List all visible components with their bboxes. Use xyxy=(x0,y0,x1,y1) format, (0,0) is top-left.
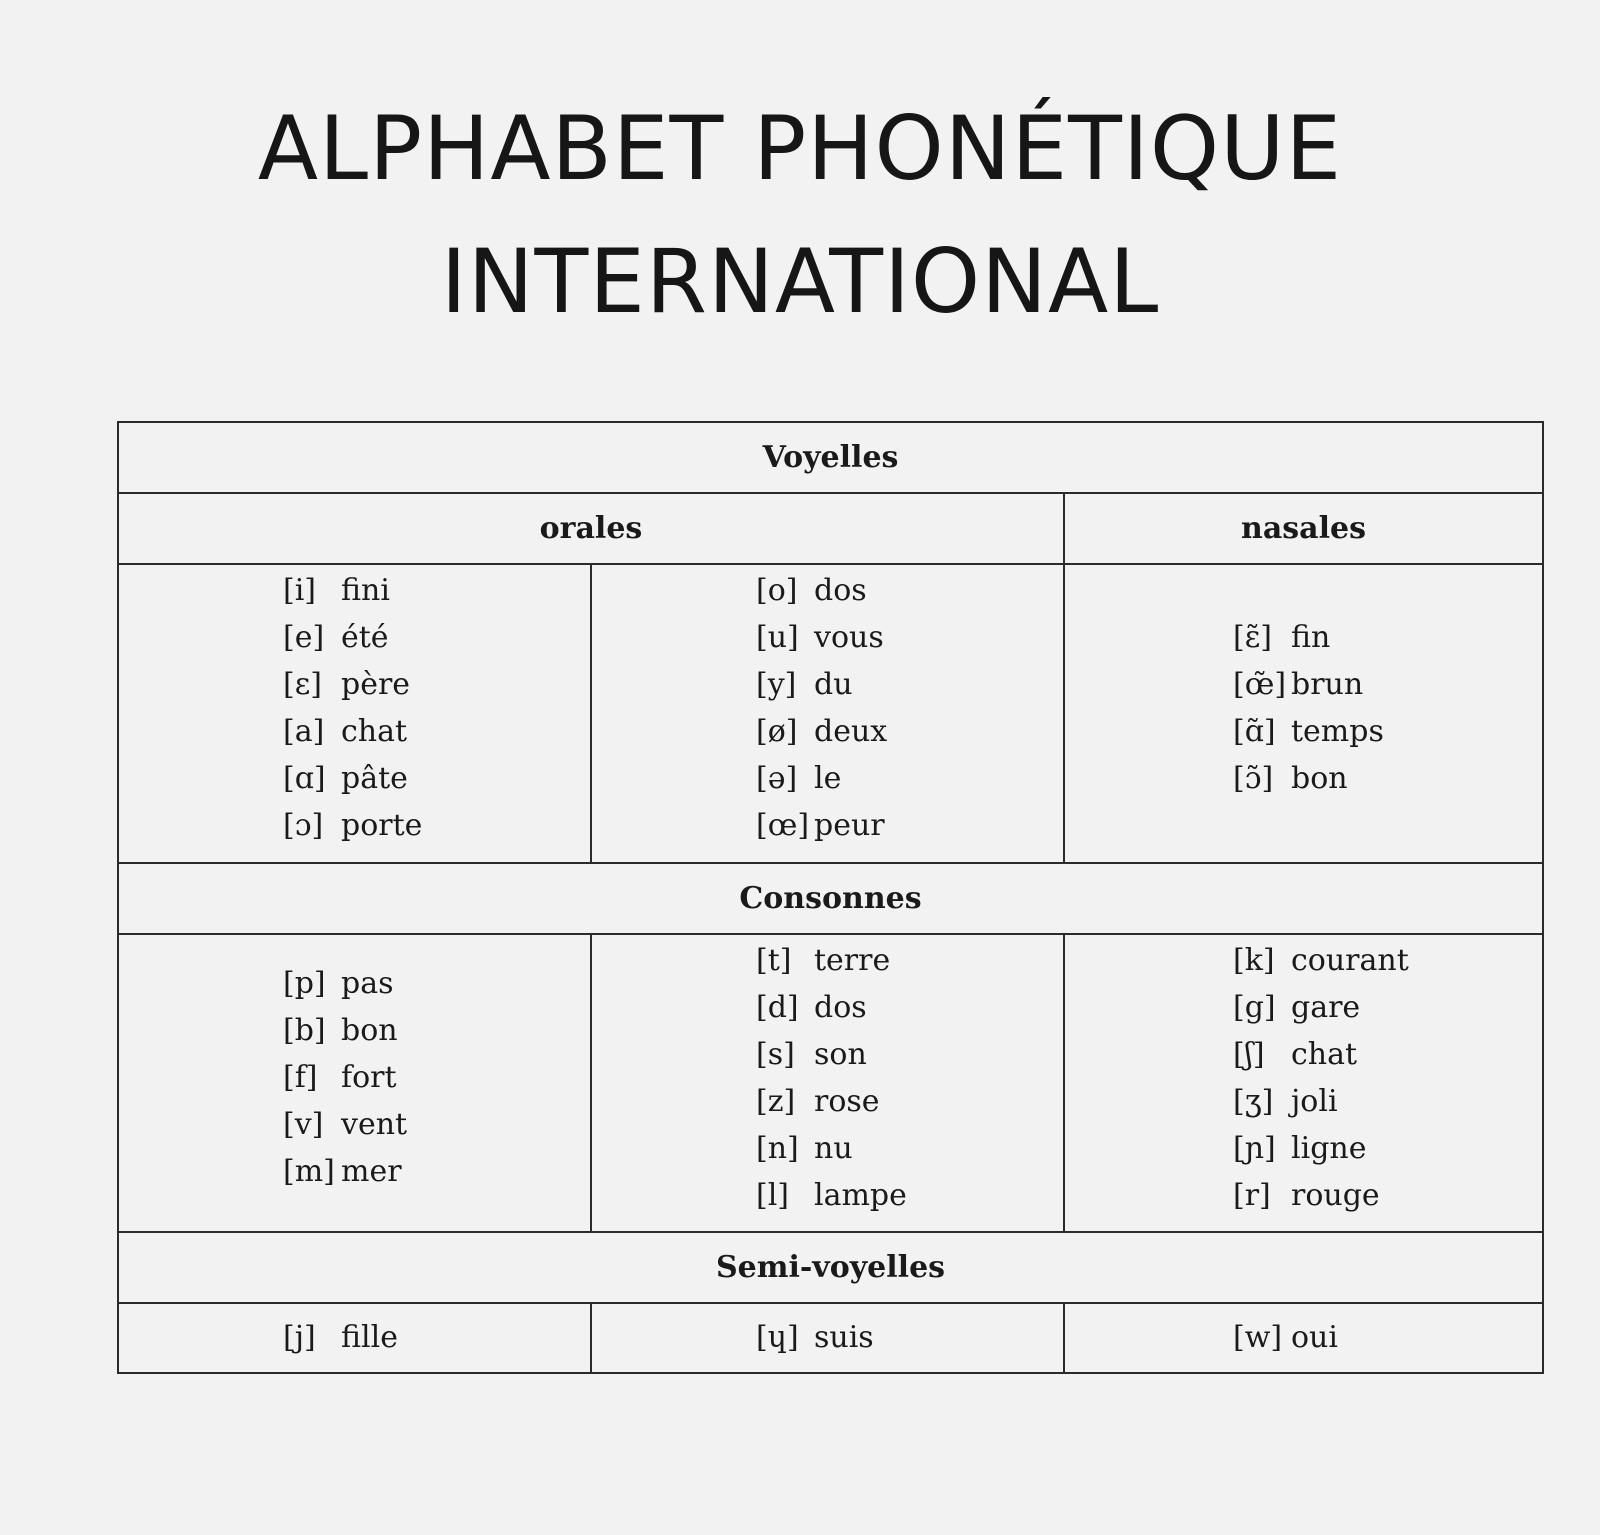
example-word: suis xyxy=(814,1320,874,1355)
phoneme-entry xyxy=(756,708,887,755)
entry-list xyxy=(283,960,407,1195)
consonants-column-3 xyxy=(1064,934,1543,1232)
example-word: pâte xyxy=(341,761,408,796)
ipa-symbol: [r] xyxy=(1233,1178,1271,1213)
ipa-symbol: [f] xyxy=(283,1060,318,1095)
ipa-symbol: [y] xyxy=(756,667,797,702)
ipa-symbol: [e] xyxy=(283,620,325,655)
ipa-symbol: [ɔ] xyxy=(283,808,324,843)
ipa-symbol: [w] xyxy=(1233,1320,1283,1355)
ipa-symbol: [n] xyxy=(756,1131,799,1166)
ipa-symbol: [p] xyxy=(283,966,326,1001)
ipa-symbol: [ɑ] xyxy=(283,761,326,796)
consonants-heading: Consonnes xyxy=(118,863,1543,934)
example-word: gare xyxy=(1291,990,1361,1025)
phoneme-entry xyxy=(1233,614,1384,661)
phoneme-entry xyxy=(283,802,422,849)
ipa-symbol: [œ̃] xyxy=(1233,667,1287,702)
example-word: chat xyxy=(341,714,408,749)
example-word: fille xyxy=(341,1320,398,1355)
example-word: peur xyxy=(814,808,885,843)
nasal-vowels-heading: nasales xyxy=(1064,493,1543,564)
entry-list xyxy=(1233,1314,1338,1361)
oral-vowels-heading: orales xyxy=(118,493,1064,564)
phoneme-entry xyxy=(1233,984,1409,1031)
entry-list xyxy=(1233,614,1384,802)
entry-list xyxy=(283,1314,398,1361)
ipa-symbol: [b] xyxy=(283,1013,326,1048)
phoneme-entry xyxy=(756,1125,907,1172)
nasal-vowels-column xyxy=(1064,564,1543,863)
ipa-symbol: [z] xyxy=(756,1084,796,1119)
example-word: vous xyxy=(814,620,884,655)
ipa-symbol: [ɲ] xyxy=(1233,1131,1276,1166)
phoneme-entry xyxy=(283,960,407,1007)
phoneme-entry xyxy=(756,802,887,849)
example-word: chat xyxy=(1291,1037,1358,1072)
ipa-symbol: [œ] xyxy=(756,808,810,843)
example-word: pas xyxy=(341,966,394,1001)
page-title-line-1: ALPHABET PHONÉTIQUE xyxy=(257,97,1343,200)
phoneme-entry xyxy=(1233,755,1384,802)
ipa-symbol: [ɛ̃] xyxy=(1233,620,1272,655)
ipa-symbol: [ʒ] xyxy=(1233,1084,1274,1119)
example-word: temps xyxy=(1291,714,1384,749)
phoneme-entry xyxy=(756,1078,907,1125)
ipa-symbol: [ə] xyxy=(756,761,798,796)
phoneme-entry xyxy=(756,1031,907,1078)
ipa-symbol: [g] xyxy=(1233,990,1276,1025)
ipa-symbol: [a] xyxy=(283,714,325,749)
example-word: lampe xyxy=(814,1178,907,1213)
phoneme-entry xyxy=(1233,708,1384,755)
consonants-column-2 xyxy=(591,934,1064,1232)
ipa-symbol: [t] xyxy=(756,943,792,978)
phoneme-entry xyxy=(1233,1172,1409,1219)
example-word: terre xyxy=(814,943,891,978)
semivowels-column-2 xyxy=(591,1303,1064,1373)
entry-list xyxy=(283,567,422,849)
ipa-symbol: [v] xyxy=(283,1107,324,1142)
phoneme-entry xyxy=(1233,937,1409,984)
semivowels-heading: Semi-voyelles xyxy=(118,1232,1543,1303)
phoneme-entry xyxy=(283,755,422,802)
phoneme-entry xyxy=(283,1101,407,1148)
ipa-symbol: [j] xyxy=(283,1320,316,1355)
ipa-symbol: [o] xyxy=(756,573,798,608)
phoneme-entry xyxy=(283,614,422,661)
phoneme-entry xyxy=(1233,1314,1338,1361)
phoneme-entry xyxy=(756,937,907,984)
example-word: du xyxy=(814,667,853,702)
entry-list xyxy=(1233,937,1409,1219)
semivowels-column-1 xyxy=(118,1303,591,1373)
example-word: vent xyxy=(341,1107,408,1142)
ipa-symbol: [ʃ] xyxy=(1233,1037,1265,1072)
example-word: nu xyxy=(814,1131,853,1166)
ipa-symbol: [m] xyxy=(283,1154,335,1189)
example-word: oui xyxy=(1291,1320,1338,1355)
phoneme-entry xyxy=(283,1007,407,1054)
example-word: fini xyxy=(341,573,390,608)
phoneme-entry xyxy=(756,567,887,614)
ipa-symbol: [ɑ̃] xyxy=(1233,714,1276,749)
example-word: joli xyxy=(1291,1084,1338,1119)
phoneme-entry xyxy=(283,1148,407,1195)
entry-list xyxy=(756,1314,874,1361)
phoneme-entry xyxy=(756,661,887,708)
phonetic-alphabet-table xyxy=(117,421,1544,1374)
ipa-symbol: [ɛ] xyxy=(283,667,322,702)
example-word: rouge xyxy=(1291,1178,1380,1213)
example-word: dos xyxy=(814,990,867,1025)
phoneme-entry xyxy=(283,1054,407,1101)
example-word: père xyxy=(341,667,411,702)
example-word: rose xyxy=(814,1084,880,1119)
phoneme-entry xyxy=(283,708,422,755)
phoneme-entry xyxy=(283,661,422,708)
ipa-symbol: [ø] xyxy=(756,714,798,749)
phoneme-entry xyxy=(756,755,887,802)
example-word: bon xyxy=(341,1013,398,1048)
example-word: dos xyxy=(814,573,867,608)
phoneme-entry xyxy=(283,567,422,614)
example-word: brun xyxy=(1291,667,1364,702)
ipa-symbol: [i] xyxy=(283,573,317,608)
example-word: fort xyxy=(341,1060,397,1095)
phoneme-entry xyxy=(756,614,887,661)
example-word: deux xyxy=(814,714,888,749)
example-word: mer xyxy=(341,1154,402,1189)
consonants-column-1 xyxy=(118,934,591,1232)
ipa-symbol: [l] xyxy=(756,1178,790,1213)
ipa-symbol: [ɥ] xyxy=(756,1320,799,1355)
example-word: le xyxy=(814,761,842,796)
example-word: son xyxy=(814,1037,867,1072)
ipa-symbol: [k] xyxy=(1233,943,1275,978)
ipa-symbol: [s] xyxy=(756,1037,795,1072)
example-word: porte xyxy=(341,808,423,843)
phoneme-entry xyxy=(1233,1125,1409,1172)
ipa-symbol: [ɔ̃] xyxy=(1233,761,1274,796)
example-word: ligne xyxy=(1291,1131,1367,1166)
phoneme-entry xyxy=(1233,661,1384,708)
phoneme-entry xyxy=(756,984,907,1031)
oral-vowels-column-1 xyxy=(118,564,591,863)
entry-list xyxy=(756,567,887,849)
phoneme-entry xyxy=(1233,1078,1409,1125)
example-word: courant xyxy=(1291,943,1409,978)
oral-vowels-column-2 xyxy=(591,564,1064,863)
example-word: été xyxy=(341,620,389,655)
semivowels-column-3 xyxy=(1064,1303,1543,1373)
page-title-line-2: INTERNATIONAL xyxy=(440,230,1160,333)
vowels-heading: Voyelles xyxy=(118,422,1543,493)
phoneme-entry xyxy=(756,1172,907,1219)
phoneme-entry xyxy=(756,1314,874,1361)
phoneme-entry xyxy=(1233,1031,1409,1078)
example-word: bon xyxy=(1291,761,1348,796)
phoneme-entry xyxy=(283,1314,398,1361)
ipa-symbol: [d] xyxy=(756,990,799,1025)
example-word: fin xyxy=(1291,620,1331,655)
entry-list xyxy=(756,937,907,1219)
ipa-symbol: [u] xyxy=(756,620,799,655)
